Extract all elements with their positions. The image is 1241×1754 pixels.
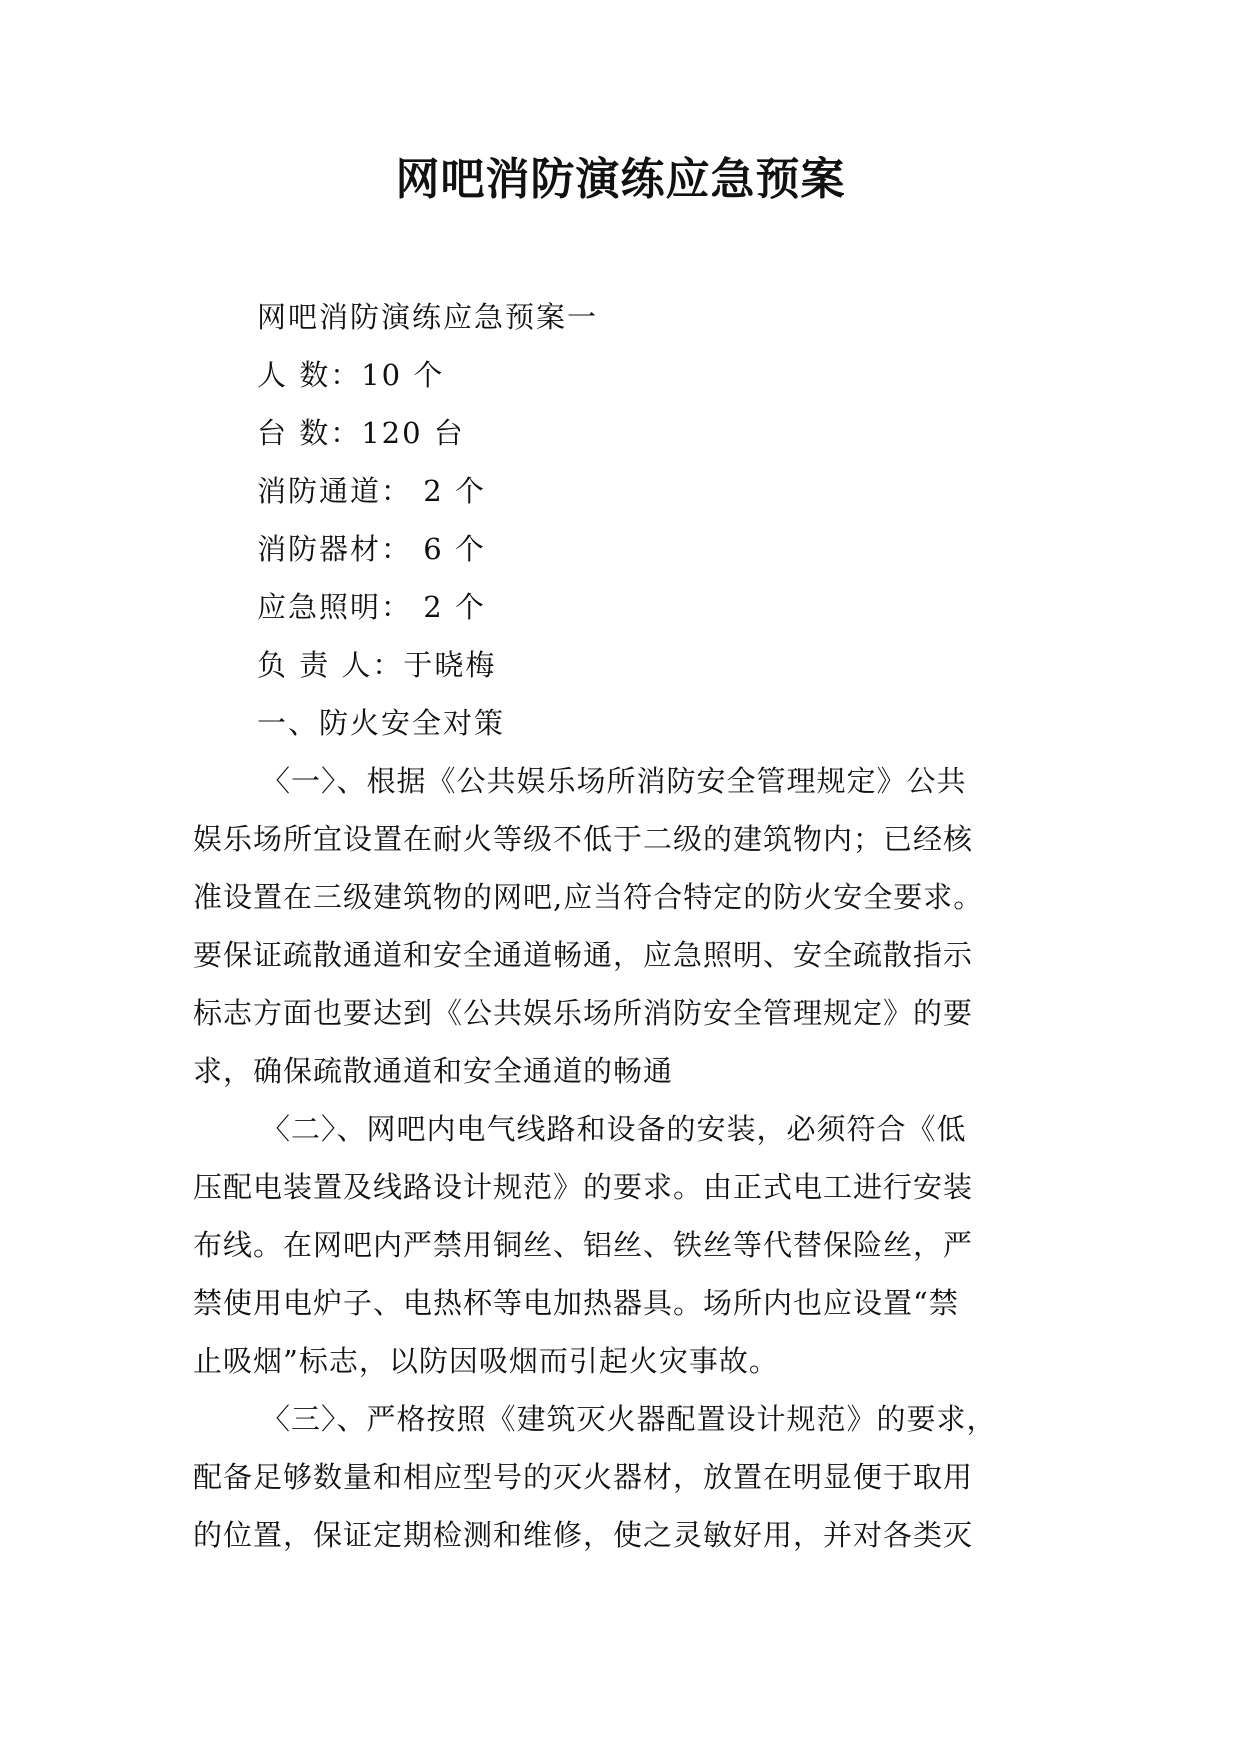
- paragraph-1: [193, 752, 1053, 1100]
- paragraph-line: 标志方面也要达到《公共娱乐场所消防安全管理规定》的要: [193, 996, 974, 1030]
- fire-exit-count-line: 消防通道： 2 个: [257, 474, 486, 508]
- paragraph-line: 禁使用电炉子、电热杯等电加热器具。场所内也应设置“禁: [193, 1286, 959, 1320]
- paragraph-line: 〈一〉、根据《公共娱乐场所消防安全管理规定》公共: [261, 764, 967, 798]
- paragraph-line: 准设置在三级建筑物的网吧,应当符合特定的防火安全要求。: [193, 880, 984, 914]
- paragraph-line: 〈二〉、网吧内电气线路和设备的安装，必须符合《低: [261, 1112, 967, 1146]
- person-in-charge-line: 负 责 人：于晓梅: [257, 648, 497, 682]
- paragraph-line: 布线。在网吧内严禁用铜丝、铝丝、铁丝等代替保险丝，严: [193, 1228, 974, 1262]
- document-title: 网吧消防演练应急预案: [395, 154, 846, 205]
- body-text: [193, 752, 1053, 1564]
- fire-equipment-count-line: 消防器材： 6 个: [257, 532, 486, 566]
- staff-count-line: 人 数：10 个: [257, 358, 445, 392]
- paragraph-line: 配备足够数量和相应型号的灭火器材，放置在明显便于取用: [193, 1460, 974, 1494]
- paragraph-line: 〈三〉、严格按照《建筑灭火器配置设计规范》的要求，: [261, 1402, 997, 1436]
- plan-subtitle: 网吧消防演练应急预案一: [257, 300, 599, 334]
- info-block: [257, 288, 1057, 752]
- paragraph-line: 压配电装置及线路设计规范》的要求。由正式电工进行安装: [193, 1170, 974, 1204]
- paragraph-3: [193, 1390, 1053, 1564]
- machine-count-line: 台 数：120 台: [257, 416, 465, 450]
- emergency-lighting-count-line: 应急照明： 2 个: [257, 590, 486, 624]
- paragraph-line: 求，确保疏散通道和安全通道的畅通: [193, 1054, 674, 1088]
- paragraph-line: 的位置，保证定期检测和维修，使之灵敏好用，并对各类灭: [193, 1518, 974, 1552]
- paragraph-2: [193, 1100, 1053, 1390]
- paragraph-line: 要保证疏散通道和安全通道畅通，应急照明、安全疏散指示: [193, 938, 974, 972]
- paragraph-line: 娱乐场所宜设置在耐火等级不低于二级的建筑物内；已经核: [193, 822, 974, 856]
- paragraph-line: 止吸烟”标志，以防因吸烟而引起火灾事故。: [193, 1344, 779, 1378]
- section-heading: 一、防火安全对策: [257, 706, 506, 740]
